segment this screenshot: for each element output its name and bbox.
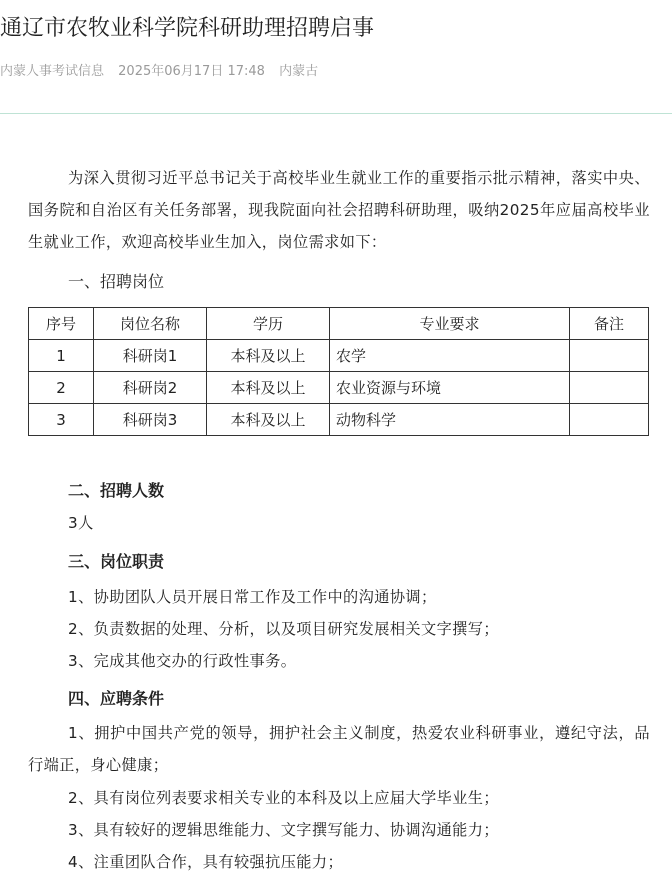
article-region: 内蒙古 (279, 64, 319, 79)
table-cell: 本科及以上 (207, 372, 330, 404)
article-title: 通辽市农牧业科学院科研助理招聘启事 (0, 16, 375, 41)
table-header-cell: 岗位名称 (94, 308, 207, 340)
table-header-cell: 专业要求 (330, 308, 570, 340)
table-cell: 2 (29, 372, 94, 404)
table-header-cell: 序号 (29, 308, 94, 340)
table-cell: 农业资源与环境 (330, 372, 570, 404)
table-cell: 3 (29, 404, 94, 436)
table-cell: 农学 (330, 340, 570, 372)
headcount-value: 3人 (68, 514, 94, 532)
article-datetime: 2025年06月17日 17:48 (118, 64, 265, 79)
table-cell: 动物科学 (330, 404, 570, 436)
table-cell: 1 (29, 340, 94, 372)
table-header-cell: 学历 (207, 308, 330, 340)
table-header-row (29, 308, 649, 340)
list-item: 1、拥护中国共产党的领导，拥护社会主义制度，热爱农业科研事业，遵纪守法，品行端正，身心健康； (28, 724, 650, 774)
list-item: 2、负责数据的处理、分析，以及项目研究发展相关文字撰写； (68, 620, 499, 638)
intro-paragraph: 为深入贯彻习近平总书记关于高校毕业生就业工作的重要指示批示精神，落实中央、国务院和自治区有关任务部署，现我院面向社会招聘科研助理，吸纳2025年应届高校毕业生就业工作，欢迎高校毕业生加入，岗位需求如下： (28, 169, 650, 251)
section-heading-positions: 一、招聘岗位 (68, 272, 165, 291)
positions-table (28, 307, 649, 436)
table-cell: 科研岗2 (94, 372, 207, 404)
table-cell: 本科及以上 (207, 404, 330, 436)
list-item: 1、协助团队人员开展日常工作及工作中的沟通协调； (68, 588, 437, 606)
section-heading-duties: 三、岗位职责 (68, 552, 165, 571)
table-cell (570, 404, 649, 436)
section-heading-headcount: 二、招聘人数 (68, 481, 165, 500)
table-cell: 本科及以上 (207, 340, 330, 372)
article-source[interactable]: 内蒙人事考试信息 (0, 64, 105, 79)
table-header-cell: 备注 (570, 308, 649, 340)
list-item: 4、注重团队合作，具有较强抗压能力； (68, 853, 344, 871)
list-item: 2、具有岗位列表要求相关专业的本科及以上应届大学毕业生； (68, 789, 499, 807)
table-cell: 科研岗1 (94, 340, 207, 372)
table-row (29, 340, 649, 372)
list-item: 3、完成其他交办的行政性事务。 (68, 652, 297, 670)
table-row (29, 404, 649, 436)
table-row (29, 372, 649, 404)
list-item: 3、具有较好的逻辑思维能力、文字撰写能力、协调沟通能力； (68, 821, 499, 839)
table-cell: 科研岗3 (94, 404, 207, 436)
header-divider (0, 113, 672, 114)
table-cell (570, 372, 649, 404)
section-heading-requirements: 四、应聘条件 (68, 689, 165, 708)
article-meta (0, 62, 328, 82)
table-cell (570, 340, 649, 372)
